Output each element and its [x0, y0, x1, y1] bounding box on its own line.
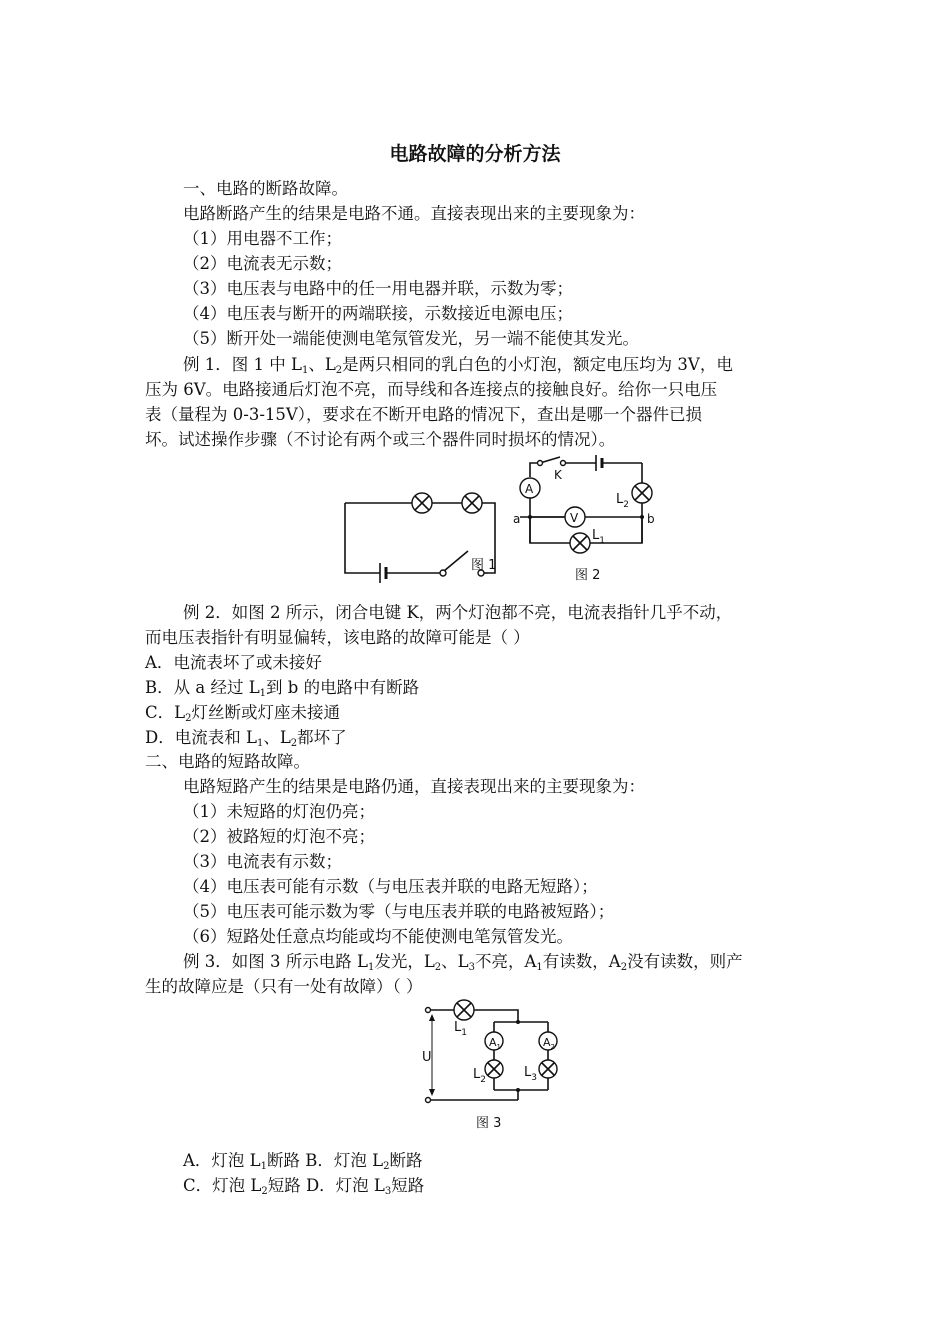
section2-item-6: （6）短路处任意点均能或均不能使测电笔氖管发光。: [183, 927, 573, 946]
page-title: 电路故障的分析方法: [389, 143, 561, 165]
section2-item-2: （2）被路短的灯泡不亮；: [183, 827, 375, 846]
figure3-caption: 图 3: [476, 1116, 502, 1131]
figure2-l2-label: $L_2$: [616, 492, 629, 510]
figure3-lamp-l3: [539, 1060, 557, 1078]
figure2-caption: 图 2: [575, 568, 601, 583]
example2-line-1: 例 2．如图 2 所示，闭合电键 K，两个灯泡都不亮，电流表指针几乎不动，: [183, 603, 733, 622]
section2-item-4: （4）电压表可能有示数（与电压表并联的电路无短路）；: [183, 877, 598, 896]
example1-line-2: 压为 6V。电路接通后灯泡不亮，而导线和各连接点的接触良好。给你一只电压: [145, 380, 718, 399]
section1-item-1: （1）用电器不工作；: [183, 229, 342, 248]
section1-heading: 一、电路的断路故障。: [183, 179, 348, 198]
svg-text:A: A: [525, 482, 534, 496]
figure2-switch-label: K: [554, 468, 562, 482]
figure2-voltmeter: [565, 507, 585, 527]
example1-line-1: 例 1．图 1 中 $L_1$、$L_2$是两只相同的乳白色的小灯泡，额定电压均为 3V，电: [183, 355, 733, 376]
figure3-lamp-l1: [454, 1000, 474, 1020]
section1-item-2: （2）电流表无示数；: [183, 254, 342, 273]
figure2-ammeter: [520, 478, 540, 498]
figure1-caption: 图 1: [471, 558, 497, 573]
figure3-l3-label: $L_3$: [524, 1065, 537, 1083]
section1-item-3: （3）电压表与电路中的任一用电器并联，示数为零；: [183, 279, 573, 298]
example2-option-a: A．电流表坏了或未接好: [145, 653, 322, 672]
figure2-lamp-l2: [632, 483, 652, 503]
figure2-point-a: a: [513, 512, 521, 526]
svg-text:A1: $A_1$: [489, 1036, 501, 1051]
figure-3-circuit: [418, 1000, 568, 1135]
section2-heading: 二、电路的短路故障。: [145, 752, 310, 771]
figure2-lamp-l1: [570, 533, 590, 553]
figure-2-circuit: [510, 455, 660, 585]
figure3-ammeter-a1: [485, 1032, 503, 1051]
figure2-l1-label: $L_1$: [592, 528, 605, 546]
figure3-u-label: U: [422, 1050, 432, 1065]
example2-option-d: D．电流表和 $L_1$、$L_2$都坏了: [145, 728, 347, 749]
example1-line-4: 坏。试述操作步骤（不讨论有两个或三个器件同时损坏的情况）。: [145, 430, 616, 449]
section2-item-1: （1）未短路的灯泡仍亮；: [183, 802, 375, 821]
example2-line-2: 而电压表指针有明显偏转，该电路的故障可能是（ ）: [145, 628, 530, 647]
figure3-l2-label: $L_2$: [473, 1067, 486, 1085]
figure3-l1-label: $L_1$: [454, 1020, 467, 1038]
figure3-lamp-l2: [485, 1060, 503, 1078]
figure-1-circuit: [340, 485, 500, 585]
svg-text:V: V: [570, 511, 579, 525]
svg-text:A2: $A_2$: [543, 1036, 555, 1051]
figure1-lamp-1: [412, 493, 432, 513]
section2-intro: 电路短路产生的结果是电路仍通，直接表现出来的主要现象为：: [183, 777, 645, 796]
example3-line-1: 例 3．如图 3 所示电路 $L_1$发光，$L_2$、$L_3$不亮，$A_1$有读数，$A_2$没有读数，则产: [183, 952, 743, 973]
section2-item-5: （5）电压表可能示数为零（与电压表并联的电路被短路）；: [183, 902, 615, 921]
figure2-point-b: b: [647, 512, 655, 526]
example2-option-b: B．从 a 经过 $L_1$到 b 的电路中有断路: [145, 678, 420, 699]
example3-options-row-1: A．灯泡 $L_1$断路 B．灯泡 $L_2$断路: [183, 1151, 423, 1172]
section1-intro: 电路断路产生的结果是电路不通。直接表现出来的主要现象为：: [183, 204, 645, 223]
section2-item-3: （3）电流表有示数；: [183, 852, 342, 871]
figure1-battery: [380, 563, 440, 583]
example2-option-c: C．$L_2$灯丝断或灯座未接通: [145, 703, 340, 724]
example1-line-3: 表（量程为 0-3-15V），要求在不断开电路的情况下，查出是哪一个器件已损: [145, 405, 703, 424]
figure1-lamp-2: [462, 493, 482, 513]
section1-item-5: （5）断开处一端能使测电笔氖管发光，另一端不能使其发光。: [183, 329, 639, 348]
figure3-ammeter-a2: [539, 1032, 557, 1051]
section1-item-4: （4）电压表与断开的两端联接，示数接近电源电压；: [183, 304, 573, 323]
example3-options-row-2: C．灯泡 $L_2$短路 D．灯泡 $L_3$短路: [183, 1176, 425, 1197]
example3-line-2: 生的故障应是（只有一处有故障）（ ）: [145, 977, 423, 996]
